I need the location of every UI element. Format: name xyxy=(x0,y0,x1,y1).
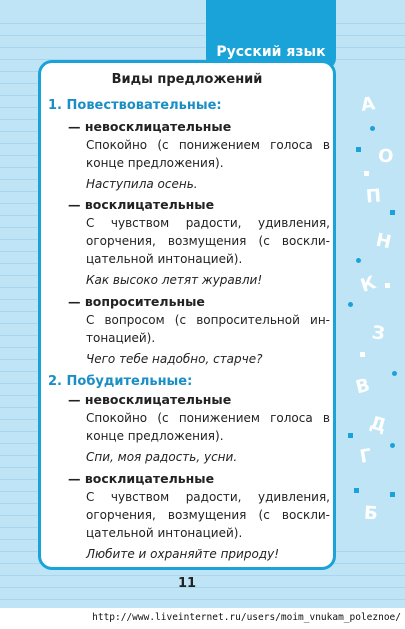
item-label: — восклицательные xyxy=(68,197,215,212)
side-letter: З xyxy=(370,322,387,345)
card-title: Виды предложений xyxy=(111,72,263,87)
side-letter: Д xyxy=(367,412,389,437)
decor-square xyxy=(385,283,390,288)
subject-tab-title: Русский язык xyxy=(216,44,326,60)
item-example: Наступила осень. xyxy=(86,177,198,191)
side-letter: Н xyxy=(373,229,394,254)
item-label: — восклицательные xyxy=(68,471,215,486)
side-letter: Б xyxy=(363,502,379,525)
decor-square xyxy=(390,210,395,215)
side-letter: А xyxy=(359,93,377,116)
side-letter: П xyxy=(365,185,382,208)
decor-square xyxy=(360,352,365,357)
top-band xyxy=(0,0,405,22)
decor-dot xyxy=(356,258,361,263)
page-number: 11 xyxy=(177,576,197,591)
section-narrative: 1. Повествовательные: xyxy=(48,98,222,113)
decor-dot xyxy=(392,371,397,376)
side-letter: Г xyxy=(358,445,374,468)
item-description: Спокойно (с понижением голоса в конце предложения). xyxy=(86,138,330,170)
item-label: — вопросительные xyxy=(68,294,205,309)
item-description: С чувством радости, удивления, огорчения, возмущения (с воскли-цательной интонацией). xyxy=(86,490,330,540)
decor-square xyxy=(356,147,361,152)
item-example: Как высоко летят журавли! xyxy=(86,273,263,287)
decor-dot xyxy=(390,443,395,448)
item-example: Любите и охраняйте природу! xyxy=(86,547,280,561)
item-example: Чего тебе надобно, старче? xyxy=(86,352,263,366)
side-letter: О xyxy=(376,145,395,168)
item-label: — невосклицательные xyxy=(68,119,232,134)
side-letter: В xyxy=(353,374,373,399)
footer-url[interactable]: http://www.liveinternet.ru/users/moim_vnukam_poleznoe/ xyxy=(92,612,401,623)
decor-dot xyxy=(348,302,353,307)
side-strip xyxy=(336,70,405,540)
side-letter: К xyxy=(358,272,379,297)
decor-square xyxy=(348,433,353,438)
item-description: Спокойно (с понижением голоса в конце предложения). xyxy=(86,411,330,443)
section-imperative: 2. Побудительные: xyxy=(48,374,193,389)
item-example: Спи, моя радость, усни. xyxy=(86,450,238,464)
decor-square xyxy=(354,488,359,493)
decor-dot xyxy=(370,126,375,131)
decor-square xyxy=(390,492,395,497)
decor-square xyxy=(364,171,369,176)
item-description: С чувством радости, удивления, огорчения, возмущения (с воскли-цательной интонацией). xyxy=(86,216,330,266)
item-description: С вопросом (с вопросительной ин-тонацией). xyxy=(86,313,330,345)
item-label: — невосклицательные xyxy=(68,392,232,407)
